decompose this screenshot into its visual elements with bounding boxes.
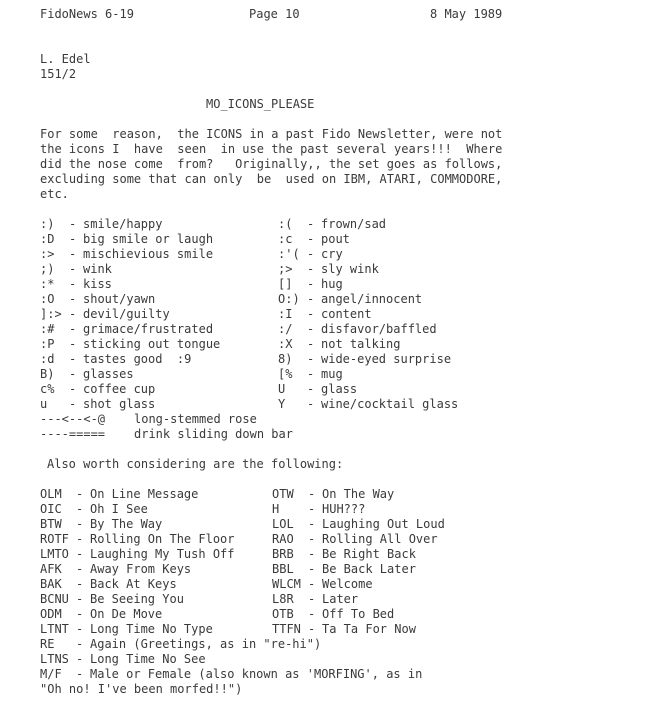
emoticon-meaning: wink: [83, 262, 112, 276]
acronym-symbol: OTB: [272, 607, 294, 621]
ascii-art-symbol: ---<--<-@: [40, 412, 106, 426]
dash-separator: -: [307, 307, 315, 321]
dash-separator: -: [308, 592, 316, 606]
emoticon-meaning: frown/sad: [321, 217, 387, 231]
acronym-meaning: Laughing Out Loud: [322, 517, 445, 531]
paragraph-line: etc.: [40, 187, 69, 201]
dash-separator: -: [76, 577, 84, 591]
dash-separator: -: [69, 382, 77, 396]
dash-separator: -: [76, 532, 84, 546]
acronym-symbol: H: [272, 502, 280, 516]
emoticon-meaning: not talking: [321, 337, 401, 351]
acronym-row: [272, 502, 445, 517]
emoticon-symbol: O:): [278, 292, 300, 306]
emoticon-row: [278, 352, 458, 367]
emoticon-meaning: angel/innocent: [321, 292, 423, 306]
dash-separator: -: [307, 382, 315, 396]
acronym-meaning: On Line Message: [90, 487, 199, 501]
acronym-symbol: BTW: [40, 517, 62, 531]
also-heading: Also worth considering are the following:: [47, 457, 344, 471]
emoticon-row: [278, 292, 458, 307]
dash-separator: -: [307, 232, 315, 246]
acronym-symbol: OLM: [40, 487, 62, 501]
acronym-symbol: LOL: [272, 517, 294, 531]
emoticon-symbol: :D: [40, 232, 55, 246]
emoticon-meaning: sly wink: [321, 262, 379, 276]
dash-separator: -: [69, 397, 77, 411]
quote-continuation-line: "Oh no! I've been morfed!!"): [40, 682, 243, 696]
acronym-row: [40, 652, 422, 667]
dash-separator: -: [307, 337, 315, 351]
acronym-meaning: Laughing My Tush Off: [90, 547, 235, 561]
emoticon-symbol: ;): [40, 262, 55, 276]
ascii-art-meaning: long-stemmed rose: [134, 412, 257, 426]
emoticon-symbol: :I: [278, 307, 293, 321]
dash-separator: -: [308, 532, 316, 546]
emoticon-symbol: [%: [278, 367, 293, 381]
acronym-row: [40, 667, 422, 682]
emoticon-list-left: [40, 217, 220, 412]
dash-separator: -: [69, 322, 77, 336]
emoticon-row: [40, 352, 220, 367]
emoticon-meaning: disfavor/baffled: [321, 322, 437, 336]
acronym-symbol: WLCM: [272, 577, 301, 591]
dash-separator: -: [76, 517, 84, 531]
emoticon-row: [40, 247, 220, 262]
dash-separator: -: [307, 292, 315, 306]
emoticon-meaning: devil/guilty: [83, 307, 170, 321]
newsletter-issue-label: FidoNews 6-19: [40, 7, 134, 21]
acronym-row: [272, 592, 445, 607]
dash-separator: -: [308, 487, 316, 501]
dash-separator: -: [69, 367, 77, 381]
emoticon-symbol: :): [40, 217, 55, 231]
paragraph-line: For some reason, the ICONS in a past Fido Newsletter, were not: [40, 127, 503, 141]
dash-separator: -: [308, 607, 316, 621]
emoticon-meaning: shot glass: [83, 397, 156, 411]
acronym-meaning: On De Move: [90, 607, 163, 621]
acronym-row: [272, 607, 445, 622]
acronym-row: [272, 532, 445, 547]
acronym-row: [272, 562, 445, 577]
emoticon-symbol: ]:>: [40, 307, 62, 321]
emoticon-row: [40, 367, 220, 382]
dash-separator: -: [76, 487, 84, 501]
acronym-meaning: Be Right Back: [322, 547, 416, 561]
acronym-symbol: LTNS: [40, 652, 69, 666]
acronym-meaning: Later: [322, 592, 359, 606]
dash-separator: -: [307, 262, 315, 276]
acronym-meaning: By The Way: [90, 517, 163, 531]
emoticon-symbol: :/: [278, 322, 293, 336]
emoticon-row: [278, 307, 458, 322]
emoticon-symbol: :c: [278, 232, 293, 246]
emoticon-meaning: big smile or laugh: [83, 232, 214, 246]
ascii-art-row: [40, 412, 293, 427]
dash-separator: -: [69, 247, 77, 261]
emoticon-row: [278, 217, 458, 232]
dash-separator: -: [307, 217, 315, 231]
emoticon-meaning: cry: [321, 247, 343, 261]
acronym-meaning: Back At Keys: [90, 577, 177, 591]
dash-separator: -: [308, 577, 316, 591]
dash-separator: -: [307, 322, 315, 336]
dash-separator: -: [69, 277, 77, 291]
acronym-symbol: AFK: [40, 562, 62, 576]
emoticon-symbol: :*: [40, 277, 55, 291]
acronym-meaning: Be Back Later: [322, 562, 416, 576]
author-node-number: 151/2: [40, 67, 77, 81]
acronym-meaning: Welcome: [322, 577, 373, 591]
ascii-art-row: [40, 427, 293, 442]
emoticon-meaning: content: [321, 307, 372, 321]
acronym-meaning: Oh I See: [90, 502, 148, 516]
emoticon-row: [40, 397, 220, 412]
acronym-list-right: [272, 487, 445, 637]
acronym-symbol: BBL: [272, 562, 294, 576]
acronym-symbol: LTNT: [40, 622, 69, 636]
emoticon-symbol: u: [40, 397, 48, 411]
intro-paragraph: [40, 127, 502, 202]
dash-separator: -: [308, 502, 316, 516]
acronym-meaning: Off To Bed: [322, 607, 395, 621]
emoticon-row: [40, 382, 220, 397]
acronym-meaning: Long Time No See: [90, 652, 206, 666]
emoticon-row: [40, 262, 220, 277]
emoticon-row: [278, 232, 458, 247]
emoticon-row: [40, 232, 220, 247]
dash-separator: -: [69, 292, 77, 306]
dash-separator: -: [76, 502, 84, 516]
acronym-row: [272, 487, 445, 502]
emoticon-row: [278, 382, 458, 397]
emoticon-row: [278, 397, 458, 412]
emoticon-meaning: kiss: [83, 277, 112, 291]
dash-separator: -: [76, 547, 84, 561]
acronym-meaning: On The Way: [322, 487, 395, 501]
emoticon-list-right: [278, 217, 458, 412]
acronym-row: [40, 637, 422, 652]
emoticon-meaning: wide-eyed surprise: [321, 352, 452, 366]
acronym-symbol: OIC: [40, 502, 62, 516]
dash-separator: -: [308, 547, 316, 561]
acronym-symbol: BRB: [272, 547, 294, 561]
dash-separator: -: [308, 562, 316, 576]
emoticon-symbol: []: [278, 277, 293, 291]
acronym-symbol: TTFN: [272, 622, 301, 636]
acronym-symbol: M/F: [40, 667, 62, 681]
emoticon-meaning: glass: [321, 382, 358, 396]
dash-separator: -: [76, 622, 84, 636]
emoticon-row: [40, 292, 220, 307]
emoticon-meaning: sticking out tongue: [83, 337, 221, 351]
emoticon-row: [40, 322, 220, 337]
emoticon-symbol: :P: [40, 337, 55, 351]
emoticon-meaning: tastes good :9: [83, 352, 192, 366]
acronym-meaning: HUH???: [322, 502, 366, 516]
dash-separator: -: [308, 622, 316, 636]
emoticon-symbol: Y: [278, 397, 286, 411]
emoticon-symbol: :O: [40, 292, 55, 306]
acronym-row: [272, 547, 445, 562]
dash-separator: -: [76, 652, 84, 666]
emoticon-row: [278, 262, 458, 277]
emoticon-row: [40, 307, 220, 322]
emoticon-meaning: mug: [321, 367, 343, 381]
emoticon-meaning: smile/happy: [83, 217, 163, 231]
emoticon-row: [40, 337, 220, 352]
emoticon-meaning: mischievious smile: [83, 247, 214, 261]
emoticon-meaning: coffee cup: [83, 382, 156, 396]
acronym-meaning: Male or Female (also known as 'MORFING', as in: [90, 667, 423, 681]
acronym-symbol: OTW: [272, 487, 294, 501]
acronym-row: [272, 577, 445, 592]
acronym-row: [272, 517, 445, 532]
dash-separator: -: [69, 217, 77, 231]
emoticon-meaning: grimace/frustrated: [83, 322, 214, 336]
emoticon-meaning: wine/cocktail glass: [321, 397, 459, 411]
emoticon-symbol: :>: [40, 247, 55, 261]
ascii-art-symbol: ----=====: [40, 427, 106, 441]
acronym-symbol: L8R: [272, 592, 294, 606]
article-title: MO_ICONS_PLEASE: [206, 97, 315, 111]
dash-separator: -: [307, 397, 315, 411]
emoticon-symbol: U: [278, 382, 286, 396]
emoticon-symbol: :'(: [278, 247, 300, 261]
dash-separator: -: [76, 592, 84, 606]
emoticon-symbol: :#: [40, 322, 55, 336]
acronym-symbol: LMTO: [40, 547, 69, 561]
author-block: [40, 52, 91, 82]
dash-separator: -: [307, 367, 315, 381]
emoticon-row: [278, 367, 458, 382]
acronym-meaning: Ta Ta For Now: [322, 622, 416, 636]
emoticon-extras: [40, 412, 293, 442]
paragraph-line: did the nose come from? Originally,, the set goes as follows,: [40, 157, 503, 171]
dash-separator: -: [308, 517, 316, 531]
dash-separator: -: [76, 607, 84, 621]
dash-separator: -: [76, 637, 84, 651]
acronym-meaning: Rolling On The Floor: [90, 532, 235, 546]
acronym-symbol: BAK: [40, 577, 62, 591]
acronym-meaning: Away From Keys: [90, 562, 192, 576]
emoticon-symbol: :X: [278, 337, 293, 351]
emoticon-meaning: shout/yawn: [83, 292, 156, 306]
issue-date: 8 May 1989: [430, 7, 503, 21]
page-number: Page 10: [249, 7, 300, 21]
emoticon-row: [278, 322, 458, 337]
emoticon-meaning: pout: [321, 232, 350, 246]
acronym-symbol: ODM: [40, 607, 62, 621]
dash-separator: -: [76, 562, 84, 576]
acronym-meaning: Rolling All Over: [322, 532, 438, 546]
acronym-symbol: ROTF: [40, 532, 69, 546]
paragraph-line: the icons I have seen in use the past several years!!! Where: [40, 142, 503, 156]
acronym-meaning: Be Seeing You: [90, 592, 184, 606]
dash-separator: -: [69, 352, 77, 366]
emoticon-symbol: ;>: [278, 262, 293, 276]
emoticon-row: [40, 277, 220, 292]
emoticon-meaning: glasses: [83, 367, 134, 381]
emoticon-symbol: 8): [278, 352, 293, 366]
acronym-meaning: Again (Greetings, as in "re-hi"): [90, 637, 322, 651]
emoticon-symbol: c%: [40, 382, 55, 396]
emoticon-row: [278, 337, 458, 352]
dash-separator: -: [69, 307, 77, 321]
dash-separator: -: [69, 337, 77, 351]
acronym-symbol: RAO: [272, 532, 294, 546]
ascii-art-meaning: drink sliding down bar: [134, 427, 293, 441]
author-name: L. Edel: [40, 52, 91, 66]
acronym-row: [272, 622, 445, 637]
acronym-meaning: Long Time No Type: [90, 622, 213, 636]
emoticon-symbol: :(: [278, 217, 293, 231]
emoticon-row: [278, 277, 458, 292]
paragraph-line: excluding some that can only be used on IBM, ATARI, COMMODORE,: [40, 172, 503, 186]
acronym-symbol: BCNU: [40, 592, 69, 606]
acronym-symbol: RE: [40, 637, 55, 651]
dash-separator: -: [307, 277, 315, 291]
emoticon-symbol: B): [40, 367, 55, 381]
dash-separator: -: [307, 247, 315, 261]
page-header: [0, 7, 657, 22]
dash-separator: -: [76, 667, 84, 681]
emoticon-row: [278, 247, 458, 262]
dash-separator: -: [307, 352, 315, 366]
emoticon-row: [40, 217, 220, 232]
dash-separator: -: [69, 262, 77, 276]
dash-separator: -: [69, 232, 77, 246]
emoticon-symbol: :d: [40, 352, 55, 366]
emoticon-meaning: hug: [321, 277, 343, 291]
